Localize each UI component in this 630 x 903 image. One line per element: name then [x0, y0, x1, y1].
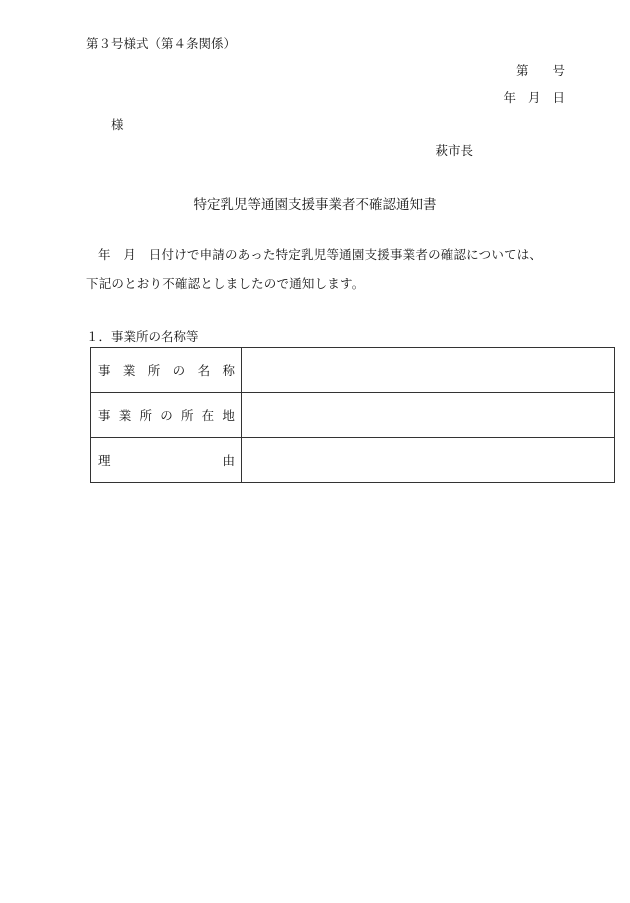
label-char: の [172, 363, 186, 378]
label-char: 所 [139, 408, 152, 423]
body-text-line-2: 下記のとおり不確認としましたので通知します。 [86, 276, 365, 291]
facility-table [90, 347, 615, 483]
table-row-facility-name [91, 348, 615, 393]
table-row-reason [91, 438, 615, 483]
label-char: 業 [118, 408, 132, 423]
label-char: 称 [222, 363, 235, 378]
body-text-line-1: 年 月 日付けで申請のあった特定乳児等通園支援事業者の確認については、 [98, 247, 543, 262]
document-date [503, 88, 565, 106]
date-month: 月 [527, 90, 541, 105]
label-char: 由 [222, 453, 235, 468]
label-char: 事 [98, 408, 111, 423]
issuer-name: 萩市長 [435, 143, 473, 158]
label-char: 所 [147, 363, 161, 378]
form-number: 第３号様式（第４条関係） [86, 36, 237, 51]
recipient-suffix: 様 [111, 117, 124, 132]
label-char: 所 [180, 408, 194, 423]
date-day: 日 [552, 90, 565, 105]
table-row-facility-address [91, 393, 615, 438]
date-year: 年 [503, 90, 516, 105]
label-char: 理 [98, 453, 111, 468]
reason-label [91, 438, 242, 483]
document-title: 特定乳児等通園支援事業者不確認通知書 [193, 197, 437, 213]
reason-value [242, 438, 615, 483]
label-char: 名 [197, 363, 211, 378]
label-char: 業 [122, 363, 136, 378]
section-heading: １．事業所の名称等 [86, 329, 199, 344]
facility-address-value [242, 393, 615, 438]
facility-name-label [91, 348, 242, 393]
label-char: の [160, 408, 173, 423]
label-char: 地 [222, 408, 235, 423]
label-char: 事 [98, 363, 111, 378]
document-number-prefix: 第 [515, 63, 529, 78]
document-number [516, 61, 565, 79]
facility-address-label [91, 393, 242, 438]
document-number-suffix: 号 [552, 63, 565, 78]
facility-name-value [242, 348, 615, 393]
label-char: 在 [201, 408, 215, 423]
